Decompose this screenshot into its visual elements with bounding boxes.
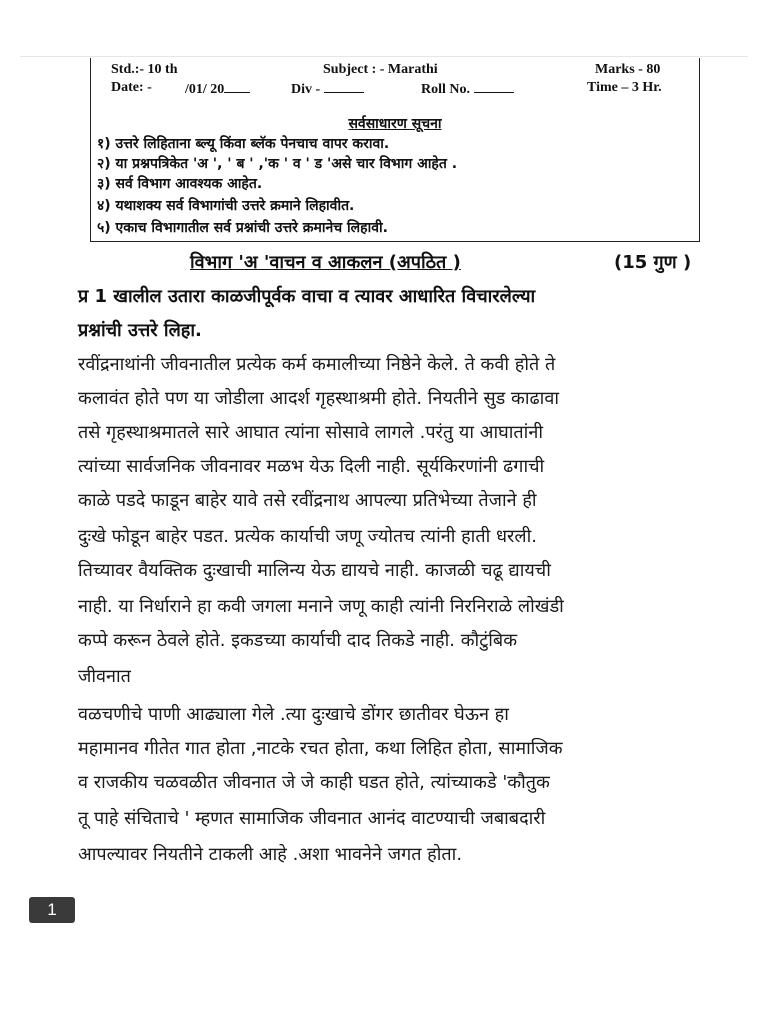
passage-line: नाही. या निर्धाराने हा कवी जगला मनाने जणू काही त्यांनी निरनिराळे लोखंडी <box>78 596 564 617</box>
passage-line: जीवनात <box>78 666 131 687</box>
time-label: Time – 3 Hr. <box>587 80 662 95</box>
exam-header-box <box>90 58 700 242</box>
marks-label: Marks - 80 <box>595 62 661 77</box>
roll-label: Roll No. <box>421 82 470 97</box>
instruction-item: २) या प्रश्नपत्रिकेत 'अ ', ' ब ' ,'क ' व ' ड 'असे चार विभाग आहेत . <box>97 156 458 172</box>
instruction-item: ४) यथाशक्य सर्व विभागांची उत्तरे क्रमाने लिहावीत. <box>97 198 355 214</box>
div-field <box>291 80 364 98</box>
passage-line: कलावंत होते पण या जोडीला आदर्श गृहस्थाश्रमी होते. नियतीने सुड काढावा <box>78 388 559 409</box>
passage-line: आपल्यावर नियतीने टाकली आहे .अशा भावनेने जगत होता. <box>78 844 463 865</box>
page-top-edge <box>20 56 748 57</box>
passage-line: त्यांच्या सार्वजनिक जीवनावर मळभ येऊ दिली नाही. सूर्यकिरणांनी ढगाची <box>78 456 545 477</box>
date-value <box>185 80 250 98</box>
instruction-item: ३) सर्व विभाग आवश्यक आहेत. <box>97 176 263 192</box>
passage-line: वळचणीचे पाणी आढ्याला गेले .त्या दुःखाचे डोंगर छातीवर घेऊन हा <box>78 704 509 725</box>
date-year-blank <box>224 80 250 93</box>
instruction-item: १) उत्तरे लिहिताना ब्ल्यू किंवा ब्लॅक पेनचाच वापर करावा. <box>97 136 390 152</box>
section-marks: (15 गुण ) <box>614 252 692 273</box>
instructions-heading <box>91 114 699 133</box>
passage-line: तसे गृहस्थाश्रमातले सारे आघात त्यांना सोसावे लागले .परंतु या आघातांनी <box>78 422 543 443</box>
passage-line: रवींद्रनाथांनी जीवनातील प्रत्येक कर्म कमालीच्या निष्ठेने केले. ते कवी होते ते <box>78 354 556 375</box>
date-label: Date: - <box>111 80 152 95</box>
question-line-1: प्र 1 खालील उतारा काळजीपूर्वक वाचा व त्यावर आधारित विचारलेल्या <box>78 286 536 307</box>
instructions-heading-text: सर्वसाधारण सूचना <box>348 116 442 132</box>
question-line-2: प्रश्नांची उत्तरे लिहा. <box>78 320 202 341</box>
passage-line: व राजकीय चळवळीत जीवनात जे जे काही घडत होते, त्यांच्याकडे 'कौतुक <box>78 772 550 793</box>
div-blank <box>324 80 364 93</box>
div-label: Div - <box>291 82 321 97</box>
header-row-2 <box>91 80 699 98</box>
passage-line: कप्पे करून ठेवले होते. इकडच्या कार्याची दाद तिकडे नाही. कौटुंबिक <box>78 630 518 651</box>
passage-line: तिच्यावर वैयक्तिक दुःखाची मालिन्य येऊ द्यायचे नाही. काजळी चढू द्यायची <box>78 560 551 581</box>
passage-line: महामानव गीतेत गात होता ,नाटके रचत होता, कथा लिहित होता, सामाजिक <box>78 738 563 759</box>
std-label: Std.:- 10 th <box>111 62 178 77</box>
date-value-text: /01/ 20 <box>185 82 225 97</box>
passage-line: तू पाहे संचिताचे ' म्हणत सामाजिक जीवनात आनंद वाटण्याची जबाबदारी <box>78 808 546 829</box>
header-row-1 <box>91 62 699 80</box>
roll-blank <box>474 80 514 93</box>
instruction-item: ५) एकाच विभागातील सर्व प्रश्नांची उत्तरे क्रमानेच लिहावी. <box>97 220 388 236</box>
page-number-badge: 1 <box>29 897 75 923</box>
passage-line: दुःखे फोडून बाहेर पडत. प्रत्येक कार्याची जणू ज्योतच त्यांनी हाती धरली. <box>78 526 537 547</box>
passage-line: काळे पडदे फाडून बाहेर यावे तसे रवींद्रनाथ आपल्या प्रतिभेच्या तेजाने ही <box>78 490 537 511</box>
section-title: विभाग 'अ 'वाचन व आकलन (अपठित ) <box>190 252 461 273</box>
subject-label: Subject : - Marathi <box>323 62 438 77</box>
roll-field <box>421 80 514 98</box>
